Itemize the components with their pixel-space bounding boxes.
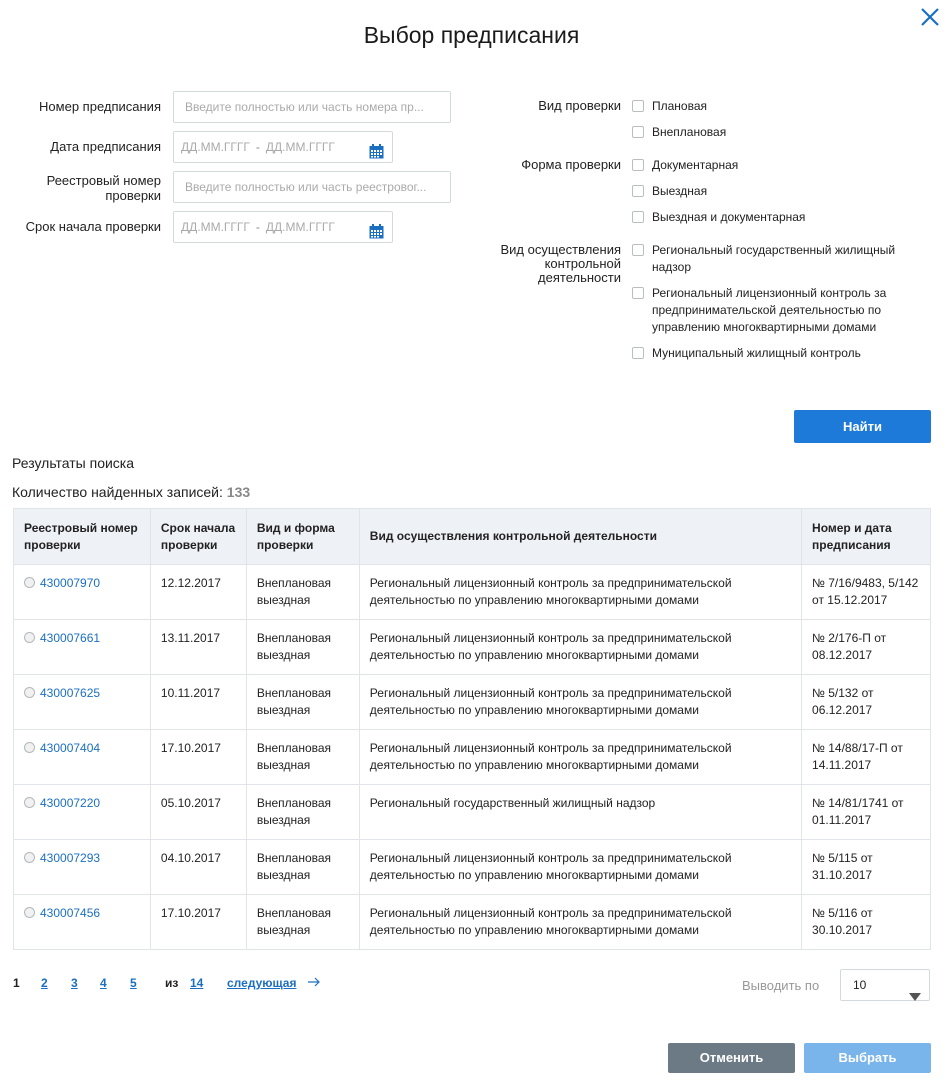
results-count: Количество найденных записей: 133 [12,484,251,500]
date-range-input[interactable] [173,131,393,163]
checkbox[interactable] [632,126,644,138]
row-radio[interactable] [24,907,35,918]
header-kind: Вид и форма проверки [246,509,359,565]
cancel-button[interactable]: Отменить [668,1043,795,1073]
reg-link[interactable]: 430007625 [40,686,101,700]
reg-link[interactable]: 430007661 [40,631,101,645]
page-total[interactable]: 14 [190,976,204,990]
start-to[interactable]: ДД.ММ.ГГГГ [265,220,335,234]
row-radio[interactable] [24,632,35,643]
page-1[interactable]: 1 [13,976,20,990]
results-title: Результаты поиска [12,455,135,471]
header-reg: Реестровый номер проверки [14,509,151,565]
cell-kind: Внеплановая выездная [246,730,359,785]
cell-order: № 2/176-П от 08.12.2017 [802,620,931,675]
per-page-select[interactable] [840,969,930,1001]
reg-link[interactable]: 430007220 [40,796,101,810]
cell-order: № 14/88/17-П от 14.11.2017 [802,730,931,785]
cell-start: 13.11.2017 [150,620,246,675]
page-3[interactable]: 3 [71,976,78,990]
calendar-icon[interactable] [369,140,384,155]
checkbox[interactable] [632,347,644,359]
table-row[interactable] [14,895,931,950]
cell-activity: Региональный лицензионный контроль за предпринимательской деятельностью по управлению многоквартирными домами [359,840,801,895]
cell-start: 12.12.2017 [150,565,246,620]
reg-link[interactable]: 430007456 [40,906,101,920]
checkbox[interactable] [632,287,644,299]
date-to[interactable]: ДД.ММ.ГГГГ [265,140,335,154]
cell-order: № 14/81/1741 от 01.11.2017 [802,785,931,840]
row-radio[interactable] [24,797,35,808]
number-input[interactable]: Введите полностью или часть номера пр... [173,91,451,123]
form-label: Форма проверки [521,157,621,172]
find-button[interactable]: Найти [794,410,931,443]
table-row[interactable] [14,730,931,785]
date-from[interactable]: ДД.ММ.ГГГГ [181,140,250,154]
cell-start: 04.10.2017 [150,840,246,895]
cell-kind: Внеплановая выездная [246,840,359,895]
start-range-input[interactable] [173,211,393,243]
cell-activity: Региональный лицензионный контроль за предпринимательской деятельностью по управлению многоквартирными домами [359,675,801,730]
cell-order: № 5/116 от 30.10.2017 [802,895,931,950]
chevron-down-icon [909,982,921,990]
cell-kind: Внеплановая выездная [246,675,359,730]
row-radio[interactable] [24,577,35,588]
checkbox[interactable] [632,100,644,112]
table-row[interactable] [14,620,931,675]
checkbox[interactable] [632,159,644,171]
row-radio[interactable] [24,687,35,698]
table-row[interactable] [14,840,931,895]
results-table [13,508,931,950]
cell-activity: Региональный лицензионный контроль за предпринимательской деятельностью по управлению многоквартирными домами [359,620,801,675]
number-label: Номер предписания [39,99,161,114]
date-label: Дата предписания [50,139,161,154]
calendar-icon[interactable] [369,220,384,235]
checkbox[interactable] [632,244,644,256]
page-4[interactable]: 4 [100,976,107,990]
checkbox[interactable] [632,185,644,197]
row-radio[interactable] [24,852,35,863]
header-order: Номер и дата предписания [802,509,931,565]
cell-kind: Внеплановая выездная [246,785,359,840]
table-row[interactable] [14,675,931,730]
date-separator: - [255,140,260,154]
per-page-label: Выводить по [742,978,820,993]
cell-activity: Региональный государственный жилищный надзор [359,785,801,840]
dialog-title: Выбор предписания [363,22,580,48]
arrow-right-icon[interactable] [307,975,321,989]
cell-start: 05.10.2017 [150,785,246,840]
cell-activity: Региональный лицензионный контроль за предпринимательской деятельностью по управлению многоквартирными домами [359,565,801,620]
cell-order: № 7/16/9483, 5/142 от 15.12.2017 [802,565,931,620]
cell-order: № 5/115 от 31.10.2017 [802,840,931,895]
cell-start: 17.10.2017 [150,895,246,950]
start-label: Срок начала проверки [25,219,161,234]
header-activity: Вид осуществления контрольной деятельности [359,509,801,565]
per-page-value: 10 [853,978,867,992]
checkbox[interactable] [632,211,644,223]
results-count-value: 133 [226,484,251,500]
next-page-link[interactable]: следующая [227,976,297,990]
cell-kind: Внеплановая выездная [246,620,359,675]
page-5[interactable]: 5 [130,976,137,990]
select-button[interactable]: Выбрать [804,1043,931,1073]
kind-label: Вид проверки [538,98,621,113]
page-of-label: из [165,976,179,990]
cell-kind: Внеплановая выездная [246,565,359,620]
cell-activity: Региональный лицензионный контроль за предпринимательской деятельностью по управлению многоквартирными домами [359,730,801,785]
reg-link[interactable]: 430007404 [40,741,101,755]
start-from[interactable]: ДД.ММ.ГГГГ [181,220,250,234]
start-separator: - [255,220,260,234]
table-row[interactable] [14,565,931,620]
table-header-row [14,509,931,565]
table-row[interactable] [14,785,931,840]
cell-kind: Внеплановая выездная [246,895,359,950]
reg-link[interactable]: 430007970 [40,576,101,590]
reg-label: Реестровый номер проверки [46,173,161,203]
reg-link[interactable]: 430007293 [40,851,101,865]
page-2[interactable]: 2 [41,976,48,990]
cell-start: 17.10.2017 [150,730,246,785]
activity-label: Вид осуществления контрольной деятельности [500,242,621,285]
header-start: Срок начала проверки [150,509,246,565]
cell-activity: Региональный лицензионный контроль за предпринимательской деятельностью по управлению многоквартирными домами [359,895,801,950]
cell-start: 10.11.2017 [150,675,246,730]
cell-order: № 5/132 от 06.12.2017 [802,675,931,730]
reg-input[interactable]: Введите полностью или часть реестровог... [173,171,451,203]
row-radio[interactable] [24,742,35,753]
